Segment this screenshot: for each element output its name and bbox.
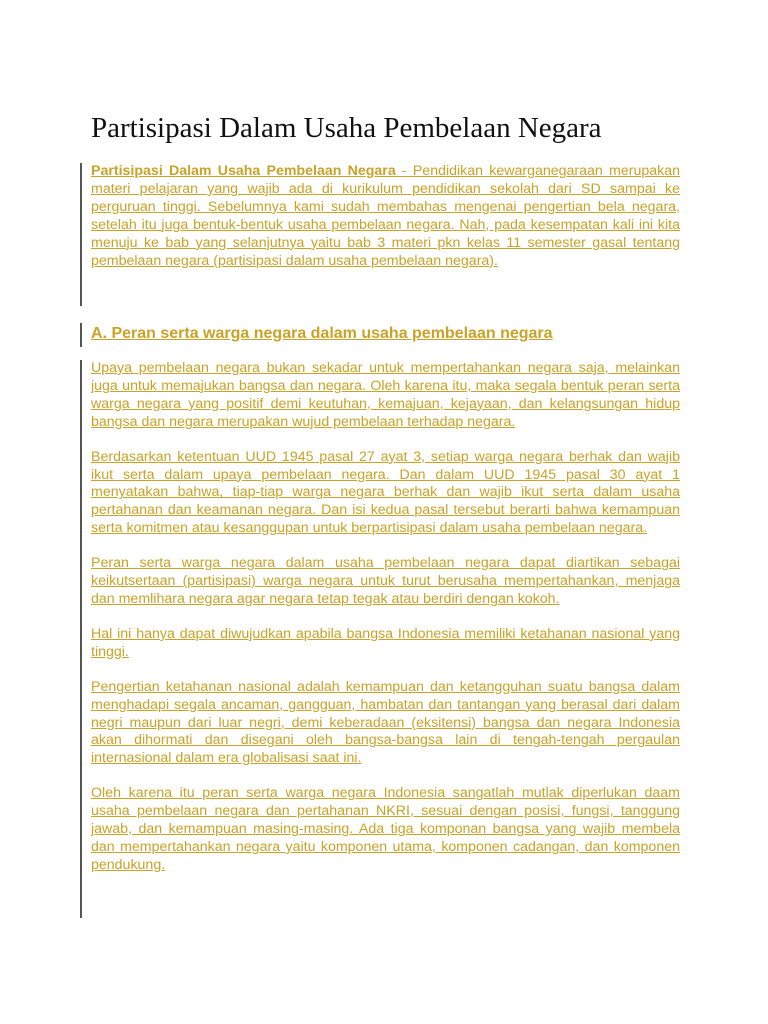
page-title: Partisipasi Dalam Usaha Pembelaan Negara bbox=[91, 112, 602, 144]
intro-block bbox=[80, 163, 680, 306]
paragraph-3[interactable]: Peran serta warga negara dalam usaha pembelaan negara dapat diartikan sebagai keikutsertaan (partisipasi) warga negara untuk turut berusaha mempertahankan, menjaga dan memlihara negara agar negara tetap tegak atau berdiri dengan kokoh. bbox=[91, 555, 680, 607]
intro-paragraph[interactable] bbox=[91, 163, 680, 270]
paragraph-6[interactable]: Oleh karena itu peran serta warga negara Indonesia sangatlah mutlak diperlukan daam usaha pembelaan negara dan pertahanan NKRI, sesuai dengan posisi, fungsi, tanggung jawab, dan kemampuan masing-masing. Ada tiga komponan bangsa yang wajib membela dan mempertahankan negara yaitu komponen utama, komponen cadangan, dan komponen pendukung. bbox=[91, 785, 680, 873]
paragraph-2[interactable]: Berdasarkan ketentuan UUD 1945 pasal 27 ayat 3, setiap warga negara berhak dan wajib ikut serta dalam upaya pembelaan negara. Dan dalam UUD 1945 pasal 30 ayat 1 menyatakan bahwa, tiap-tiap warga negara berhak dan wajib ikut serta dalam usaha pertahanan dan keamanan negara. Dan isi kedua pasal tersebut berarti bahwa kemampuan serta komitmen atau kesanggupan untuk berpartisipasi dalam usaha pembelaan negara. bbox=[91, 448, 680, 537]
paragraph-4[interactable]: Hal ini hanya dapat diwujudkan apabila bangsa Indonesia memiliki ketahanan nasional yang tinggi. bbox=[91, 625, 680, 660]
paragraph-5[interactable]: Pengertian ketahanan nasional adalah kemampuan dan ketangguhan suatu bangsa dalam menghadapi segala ancaman, gangguan, hambatan dan tantangan yang berasal dari dalam negri maupun dari luar negri, demi keberadaan (eksitensi) bangsa dan negara Indonesia akan dihormati dan disegani oleh bangsa-bangsa lain di tengah-tengah pergaulan internasional dalam era globalisasi saat ini. bbox=[91, 678, 680, 767]
intro-bold-lead[interactable]: Partisipasi Dalam Usaha Pembelaan Negara bbox=[91, 163, 396, 179]
paragraph-1[interactable]: Upaya pembelaan negara bukan sekadar untuk mempertahankan negara saja, melainkan juga untuk memajukan bangsa dan negara. Oleh karena itu, maka segala bentuk peran serta warga negara yang positif demi keutuhan, kemajuan, kejayaan, dan kelangsungan hidup bangsa dan negara merupakan wujud pembelaan terhadap negara. bbox=[91, 360, 680, 430]
section-heading-block bbox=[80, 323, 680, 347]
intro-text[interactable]: - Pendidikan kewarganegaraan merupakan materi pelajaran yang wajib ada di kurikulum pendidikan sekolah dari SD sampai ke perguruan tinggi. Sebelumnya kami sudah membahas mengenai pengertian bela negara, setelah itu juga bentuk-bentuk usaha pembelaan negara. Nah, pada kesempatan kali ini kita menuju ke bab yang selanjutnya yaitu bab 3 materi pkn kelas 11 semester gasal tentang pembelaan negara (partisipasi dalam usaha pembelaan negara). bbox=[91, 163, 680, 269]
section-heading[interactable]: A. Peran serta warga negara dalam usaha pembelaan negara bbox=[91, 325, 553, 342]
section-body bbox=[80, 360, 680, 918]
